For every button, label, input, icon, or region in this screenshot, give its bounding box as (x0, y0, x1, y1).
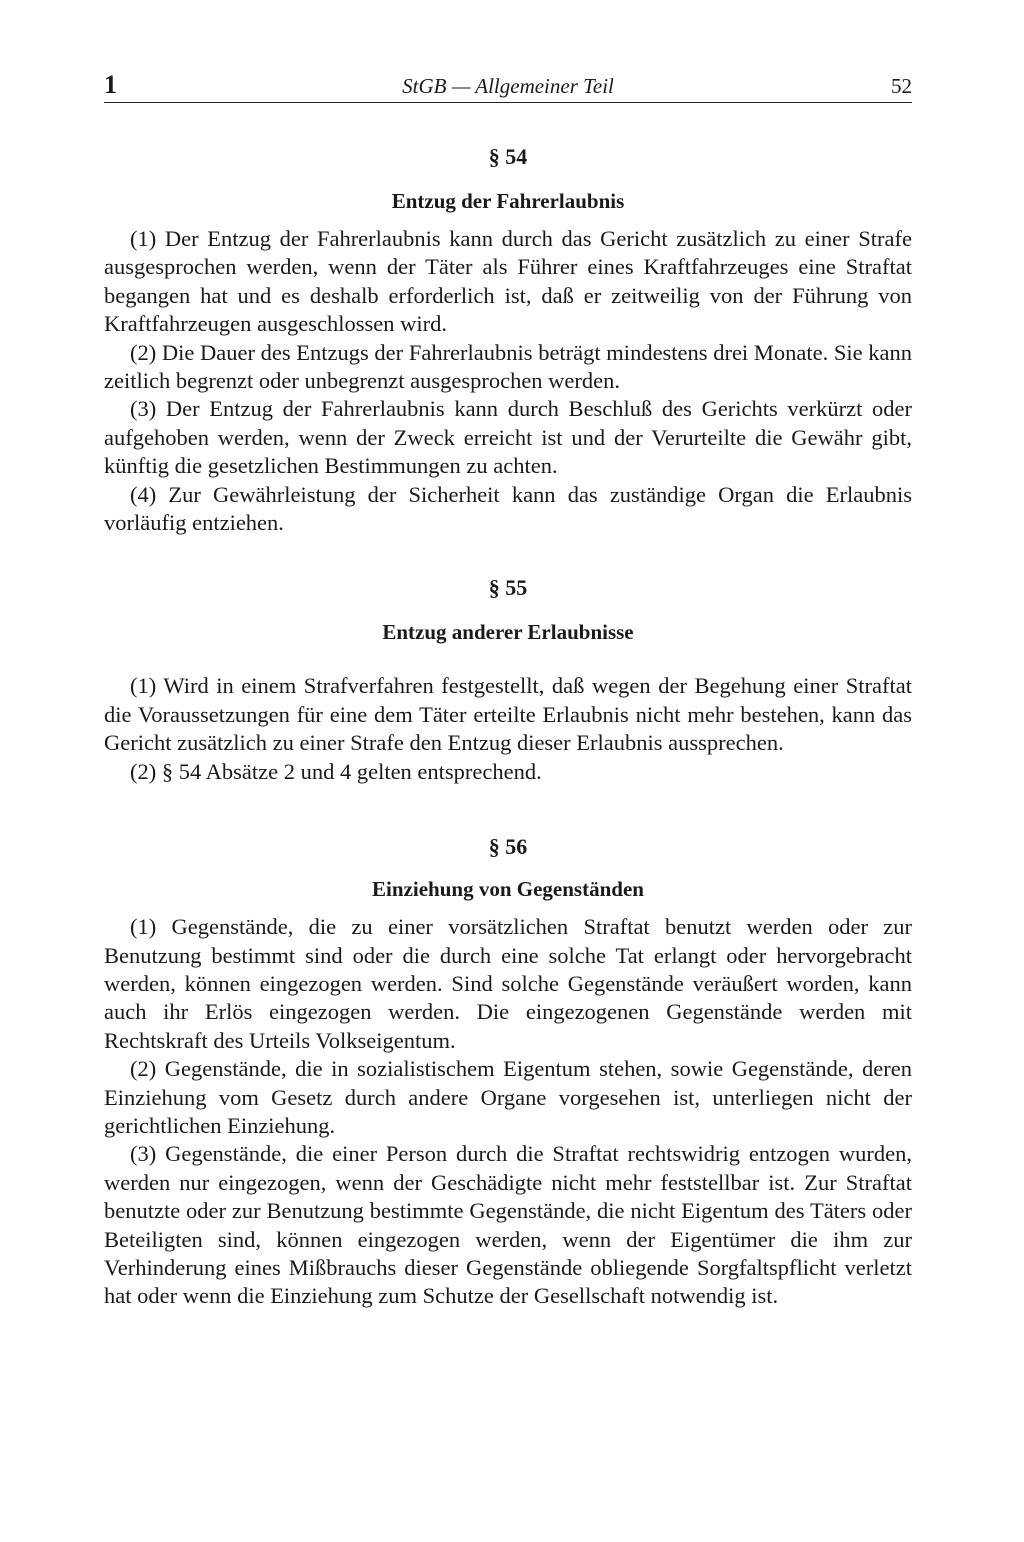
section-number: § 54 (488, 144, 528, 169)
paragraph: (3) Der Entzug der Fahrerlaubnis kann durch Beschluß des Gerichts verkürzt oder aufgehoben werden, wenn der Zweck erreicht ist und der Verurteilte die Gewähr gibt, künftig die gesetzlichen Bestimmungen zu achten. (104, 396, 912, 479)
section-title: Entzug anderer Erlaubnisse (382, 620, 634, 645)
paragraph: (4) Zur Gewährleistung der Sicherheit kann das zuständige Organ die Erlaubnis vorläufig entziehen. (104, 481, 912, 536)
paragraph: (1) Wird in einem Strafverfahren festgestellt, daß wegen der Begehung einer Straftat die Voraussetzungen für eine dem Täter erteilte Erlaubnis nicht mehr bestehen, kann das Gericht zusätzlich zu einer Strafe den Entzug dieser Erlaubnis aussprechen. (104, 673, 912, 756)
paragraph: (2) Die Dauer des Entzugs der Fahrerlaubnis beträgt mindestens drei Monate. Sie kann zeitlich begrenzt oder unbegrenzt ausgesprochen werden. (104, 339, 912, 394)
running-header (104, 62, 912, 103)
paragraph: (2) Gegenstände, die in sozialistischem Eigentum stehen, sowie Gegenstände, deren Einziehung vom Gesetz durch andere Organe vorgesehen ist, unterliegen nicht der gerichtlichen Einziehung. (104, 1056, 912, 1138)
paragraph: (3) Gegenstände, die einer Person durch die Straftat rechtswidrig entzogen wurden, werden nur eingezogen, wenn der Geschädigte nicht mehr feststellbar ist. Zur Straftat benutzte oder zur Benutzung bestimmte Gegenstände, die nicht Eigentum des Täters oder Beteiligten sind, können eingezogen werden, wenn der Eigentümer die ihm zur Verhinderung eines Mißbrauchs dieser Gegenstände obliegende Sorgfaltspflicht verletzt hat oder wenn die Einziehung zum Schutze der Gesellschaft notwendig ist. (104, 1141, 912, 1309)
section-56 (104, 833, 912, 1311)
section-title: Einziehung von Gegenständen (372, 877, 644, 902)
section-title: Entzug der Fahrerlaubnis (391, 189, 625, 213)
chapter-number: 1 (104, 70, 117, 99)
section-55 (104, 574, 912, 786)
section-number: § 56 (488, 834, 528, 860)
document-page (104, 62, 912, 1311)
paragraph: (2) § 54 Absätze 2 und 4 gelten entsprechend. (130, 758, 542, 784)
section-number: § 55 (488, 575, 528, 601)
running-title: StGB — Allgemeiner Teil (402, 74, 614, 98)
paragraph: (1) Der Entzug der Fahrerlaubnis kann durch das Gericht zusätzlich zu einer Strafe ausgesprochen werden, wenn der Täter als Führer eines Kraftfahrzeuges eine Straftat begangen hat und es deshalb erforderlich ist, daß er zeitweilig von der Führung von Kraftfahrzeugen ausgeschlossen wird. (104, 226, 912, 337)
section-54 (104, 143, 912, 537)
page-number: 52 (891, 74, 912, 98)
paragraph: (1) Gegenstände, die zu einer vorsätzlichen Straftat benutzt werden oder zur Benutzung bestimmt sind oder die durch eine solche Tat erlangt oder hervorgebracht werden, können eingezogen werden. Sind solche Gegenstände veräußert worden, kann auch ihr Erlös eingezogen werden. Die eingezogenen Gegenstände werden mit Rechtskraft des Urteils Volkseigentum. (104, 914, 912, 1053)
